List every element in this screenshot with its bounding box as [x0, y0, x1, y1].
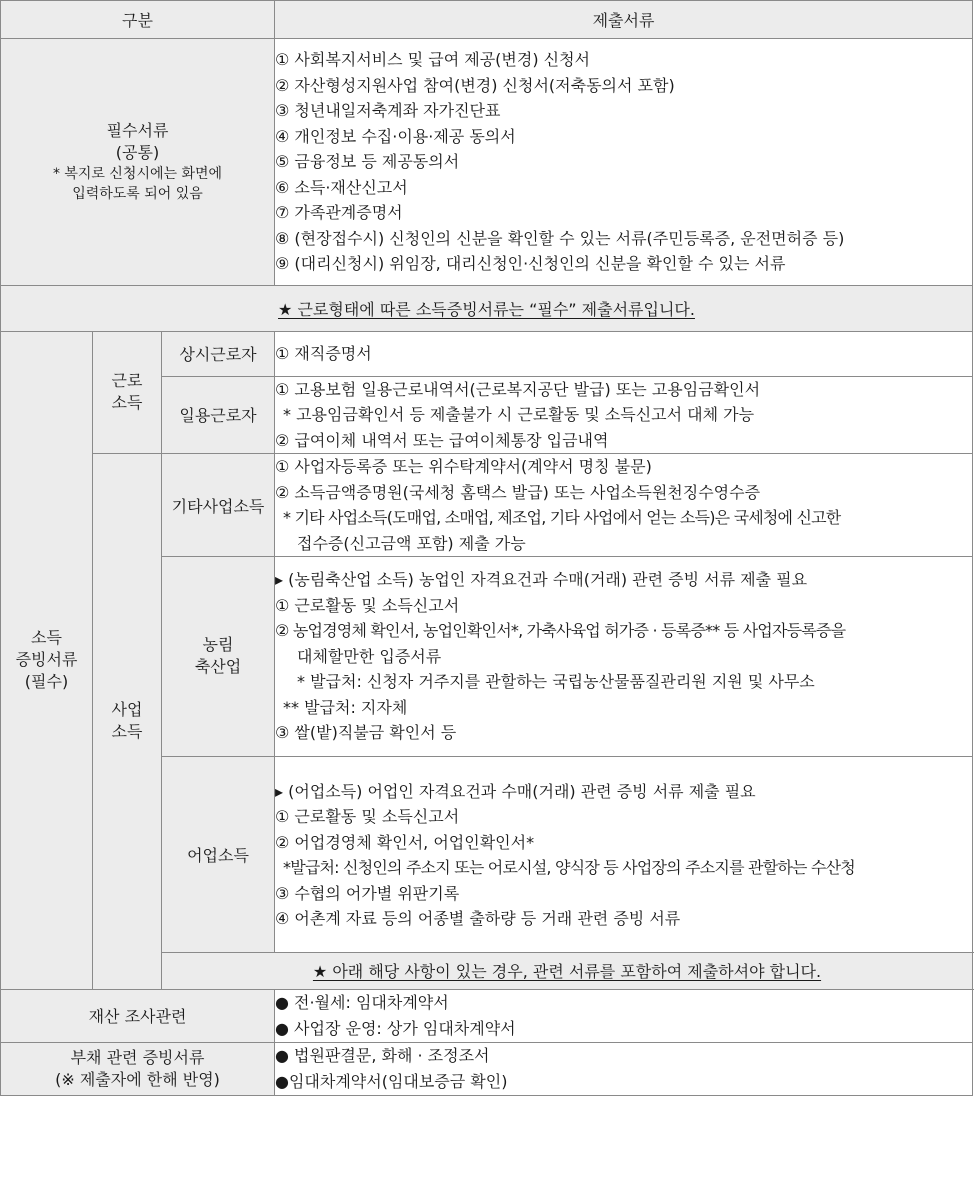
list-item: ▸ (농림축산업 소득) 농업인 자격요건과 수매(거래) 관련 증빙 서류 제출 필요 — [275, 570, 808, 589]
agri-label — [162, 557, 275, 757]
list-item: ① 사회복지서비스 및 급여 제공(변경) 신청서 — [275, 50, 591, 69]
list-item: ▸ (어업소득) 어업인 자격요건과 수매(거래) 관련 증빙 서류 제출 필요 — [275, 781, 756, 801]
list-item: * 발급처: 신청자 거주지를 관할하는 국립농산물품질관리원 지원 및 사무소 — [297, 672, 815, 691]
income-proof-label-3: (필수) — [24, 672, 69, 691]
list-item: ① 사업자등록증 또는 위수탁계약서(계약서 명칭 불문) — [275, 457, 652, 476]
business-income-label-1: 사업 — [111, 700, 143, 720]
list-item: * 고용임금확인서 등 제출불가 시 근로활동 및 소득신고서 대체 가능 — [283, 405, 755, 424]
banner-row-1 — [1, 285, 973, 331]
other-business-row — [1, 454, 973, 557]
list-item: ① 근로활동 및 소득신고서 — [275, 595, 460, 615]
labor-income-label-2: 소득 — [111, 393, 143, 413]
agri-label-2: 축산업 — [194, 657, 242, 677]
list-item: ⑥ 소득·재산신고서 — [275, 177, 408, 197]
debt-docs — [275, 1042, 973, 1095]
additional-docs-banner — [162, 952, 973, 989]
debt-label-2: (※ 제출자에 한해 반영) — [55, 1069, 220, 1089]
other-business-label: 기타사업소득 — [162, 454, 275, 557]
fishery-label: 어업소득 — [162, 756, 275, 952]
property-label: 재산 조사관련 — [1, 989, 275, 1042]
list-item: ② 농업경영체 확인서, 농업인확인서*, 가축사육업 허가증 · 등록증** 등 사업자등록증을 — [275, 621, 846, 640]
list-item: ● 전·월세: 임대차계약서 — [275, 992, 449, 1012]
list-item: 접수증(신고금액 포함) 제출 가능 — [297, 533, 526, 553]
required-docs-row — [1, 39, 973, 286]
income-proof-label — [1, 331, 93, 989]
income-proof-label-2: 증빙서류 — [15, 650, 78, 669]
labor-income-label — [93, 331, 162, 454]
list-item: ① 근로활동 및 소득신고서 — [275, 807, 460, 826]
list-item: ② 자산형성지원사업 참여(변경) 신청서(저축동의서 포함) — [275, 75, 675, 95]
debt-label — [1, 1042, 275, 1095]
required-docs-title: 필수서류 — [106, 120, 169, 140]
labor-income-label-1: 근로 — [111, 371, 143, 391]
agri-label-1: 농림 — [202, 635, 234, 655]
list-item: *발급처: 신청인의 주소지 또는 어로시설, 양식장 등 사업장의 주소지를 관할하는 수산청 — [283, 858, 855, 877]
list-item: ③ 수협의 어가별 위판기록 — [275, 883, 460, 903]
list-item: ② 어업경영체 확인서, 어업인확인서* — [275, 832, 535, 852]
list-item: ⑨ (대리신청시) 위임장, 대리신청인·신청인의 신분을 확인할 수 있는 서류 — [275, 254, 786, 273]
list-item: ⑦ 가족관계증명서 — [275, 203, 403, 222]
regular-worker-docs — [275, 331, 973, 376]
income-required-banner-text: ★ 근로형태에 따른 소득증빙서류는 “필수” 제출서류입니다. — [278, 299, 695, 319]
header-category: 구분 — [1, 1, 275, 39]
list-item: * 기타 사업소득(도매업, 소매업, 제조업, 기타 사업에서 얻는 소득)은 국세청에 신고한 — [283, 508, 841, 527]
list-item: ⑤ 금융정보 등 제공동의서 — [275, 152, 460, 171]
business-income-label — [93, 454, 162, 990]
property-docs — [275, 989, 973, 1042]
list-item: ** 발급처: 지자체 — [283, 697, 408, 717]
other-business-docs — [275, 454, 973, 557]
required-docs-subtitle: (공통) — [115, 142, 160, 162]
daily-worker-docs — [275, 376, 973, 454]
required-docs-note-1: * 복지로 신청시에는 화면에 — [52, 165, 223, 182]
list-item: ③ 쌀(밭)직불금 확인서 등 — [275, 723, 457, 742]
fishery-docs — [275, 756, 973, 952]
list-item: ① 고용보험 일용근로내역서(근로복지공단 발급) 또는 고용임금확인서 — [275, 379, 761, 399]
list-item: ④ 어촌계 자료 등의 어종별 출하량 등 거래 관련 증빙 서류 — [275, 909, 681, 928]
additional-docs-banner-text: ★ 아래 해당 사항이 있는 경우, 관련 서류를 포함하여 제출하셔야 합니다. — [312, 962, 822, 981]
regular-worker-label: 상시근로자 — [162, 331, 275, 376]
income-required-banner — [1, 285, 973, 331]
income-proof-label-1: 소득 — [31, 628, 62, 647]
required-docs-note-2: 입력하도록 되어 있음 — [72, 185, 203, 202]
list-item: ● 법원판결문, 화해 · 조정조서 — [275, 1045, 490, 1065]
list-item: 대체할만한 입증서류 — [297, 646, 442, 666]
regular-worker-row — [1, 331, 973, 376]
header-documents: 제출서류 — [275, 1, 973, 39]
list-item: ●임대차계약서(임대보증금 확인) — [275, 1071, 508, 1091]
header-row — [1, 1, 973, 39]
agri-docs — [275, 557, 973, 757]
list-item: ② 소득금액증명원(국세청 홈택스 발급) 또는 사업소득원천징수영수증 — [275, 482, 761, 502]
list-item: ④ 개인정보 수집·이용·제공 동의서 — [275, 126, 516, 146]
debt-label-1: 부채 관련 증빙서류 — [70, 1047, 205, 1067]
property-row — [1, 989, 973, 1042]
list-item: ① 재직증명서 — [275, 343, 372, 363]
business-income-label-2: 소득 — [111, 722, 143, 742]
list-item: ⑧ (현장접수시) 신청인의 신분을 확인할 수 있는 서류(주민등록증, 운전면허증 등) — [275, 228, 845, 248]
list-item: ● 사업장 운영: 상가 임대차계약서 — [275, 1018, 516, 1038]
required-docs-label — [1, 39, 275, 286]
list-item: ③ 청년내일저축계좌 자가진단표 — [275, 101, 501, 120]
required-docs-list — [275, 39, 973, 286]
list-item: ② 급여이체 내역서 또는 급여이체통장 입금내역 — [275, 430, 609, 450]
debt-row — [1, 1042, 973, 1095]
daily-worker-label: 일용근로자 — [162, 376, 275, 454]
